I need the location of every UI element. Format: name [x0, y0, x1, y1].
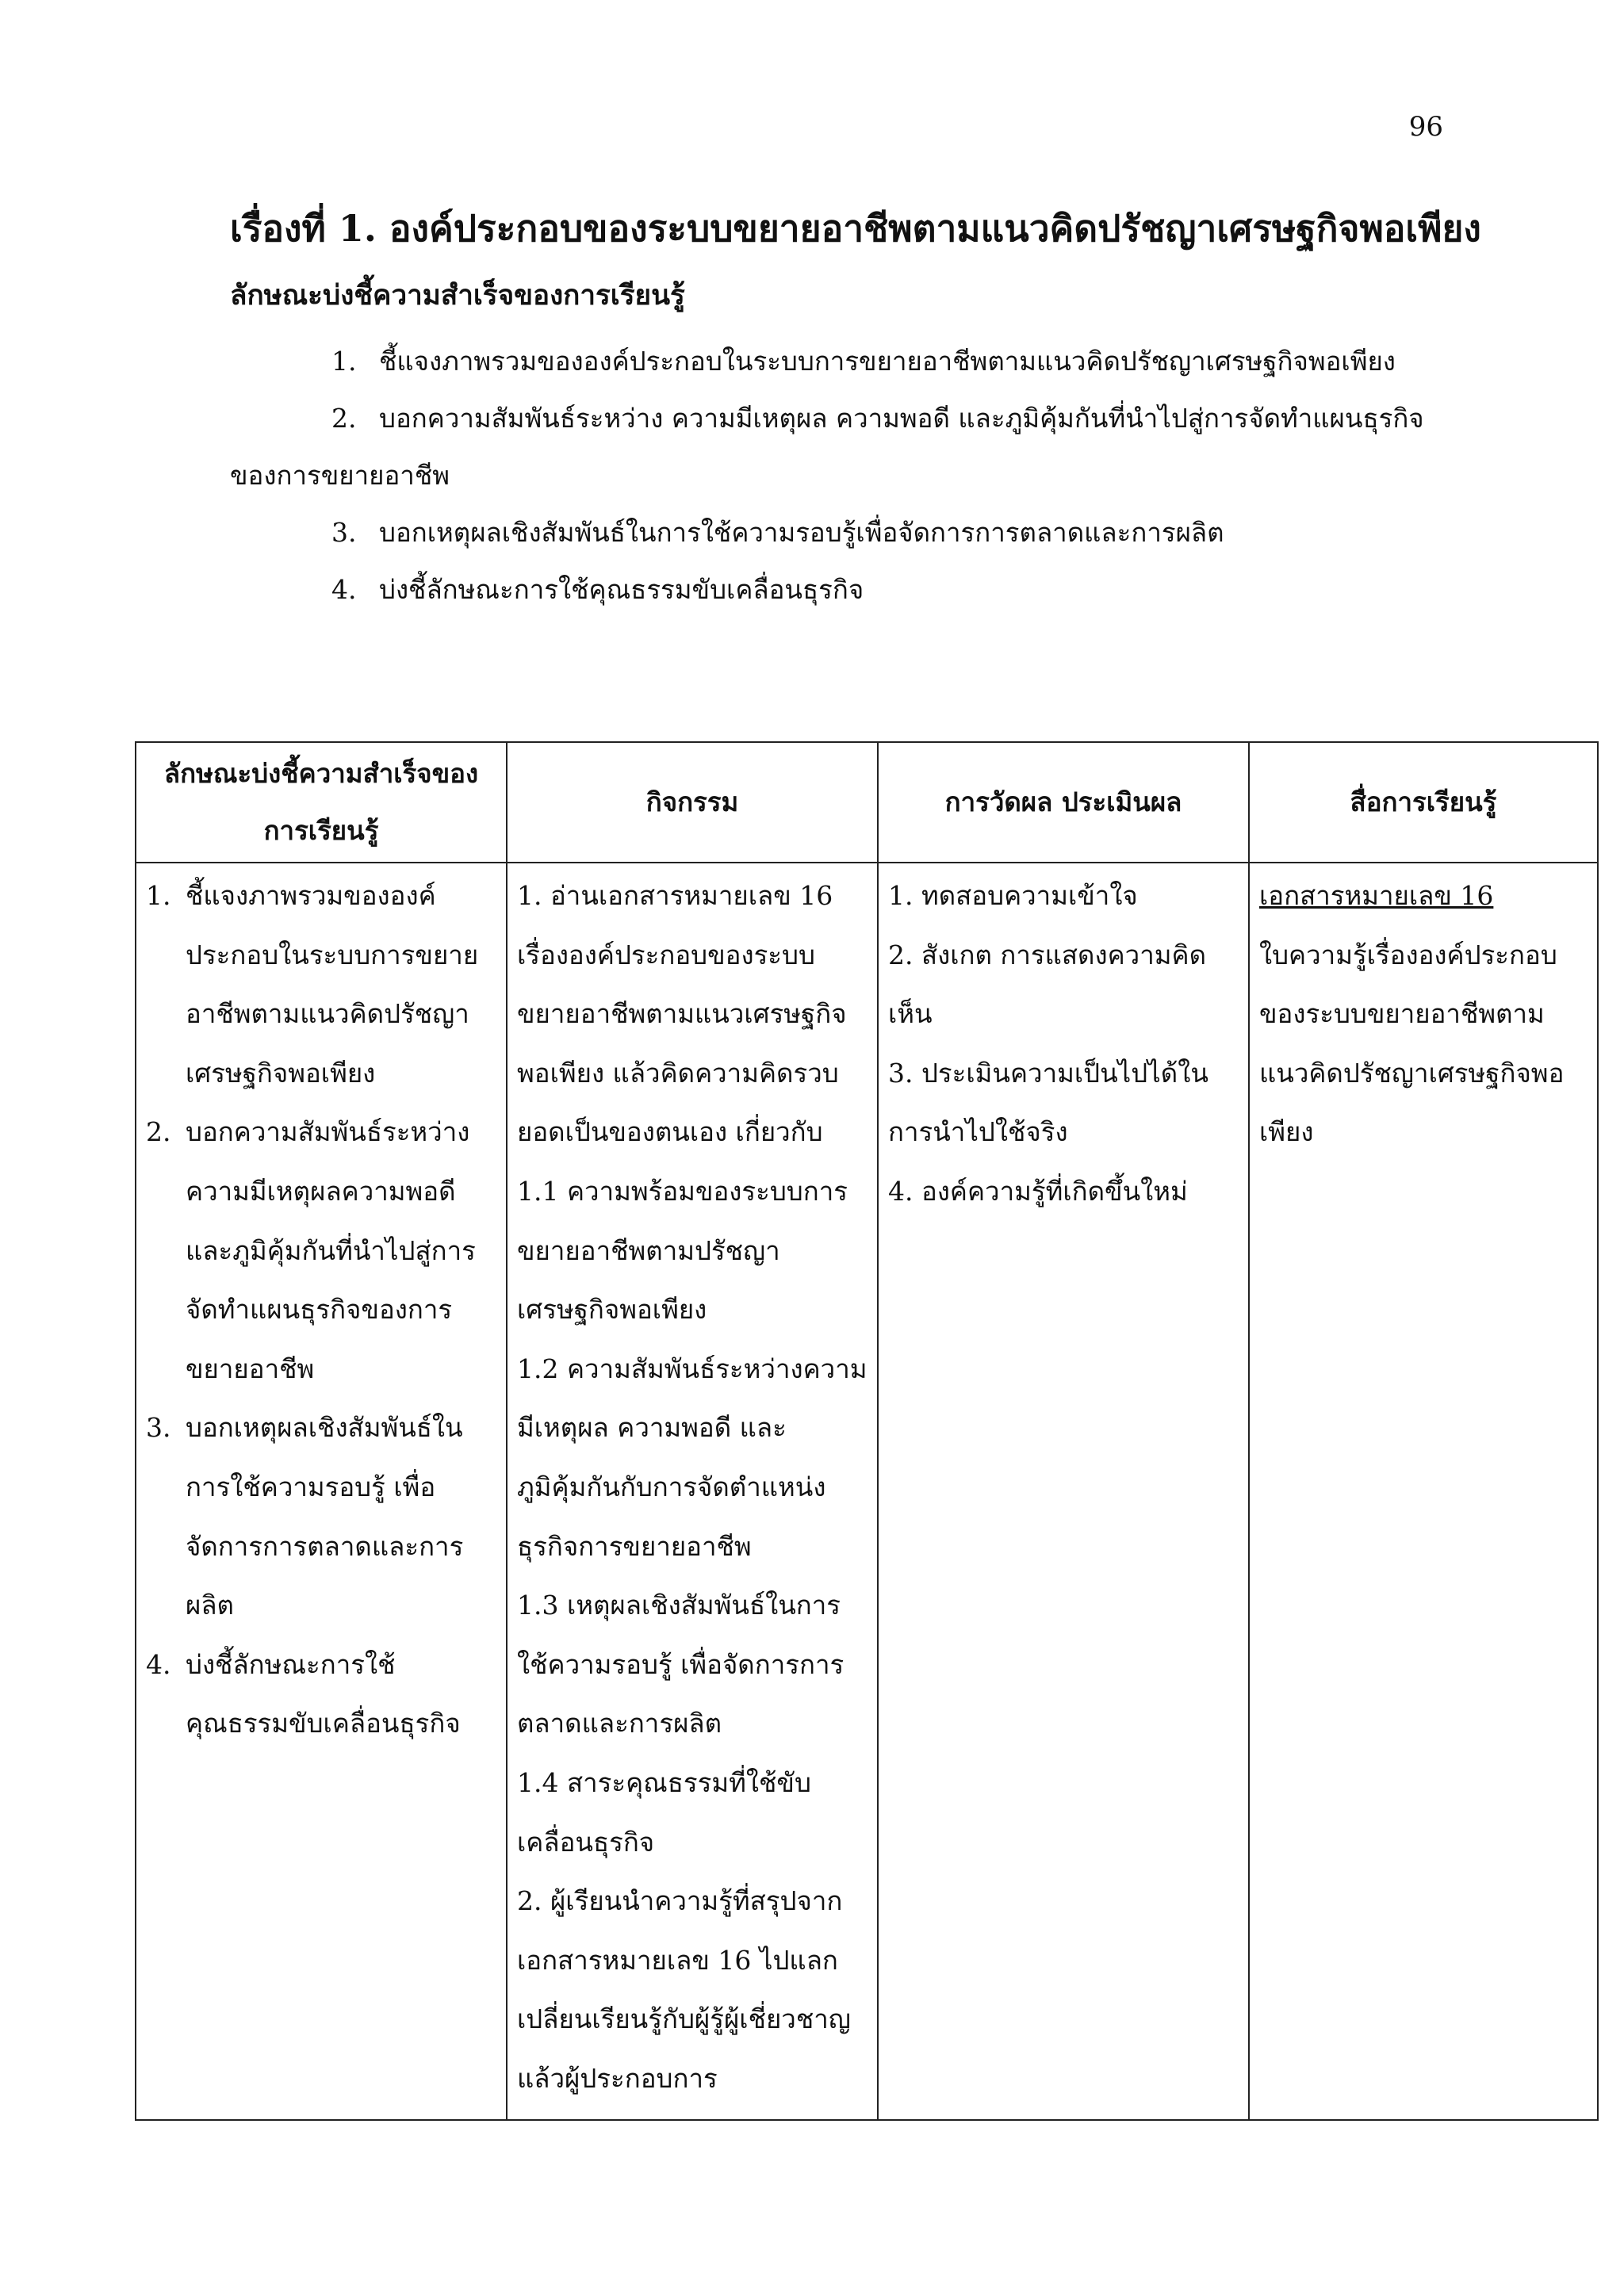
- assessment-item: 4. องค์ความรู้ที่เกิดขึ้นใหม่: [888, 1175, 1188, 1207]
- activity-item: 2. ผู้เรียนนำความรู้ที่สรุปจากเอกสารหมายเลข 16 ไปแลกเปลี่ยนเรียนรู้กับผู้รู้ผู้เชี่ยวชาญแล้วผู้ประกอบการ: [517, 1885, 851, 2094]
- objective-item: [230, 390, 1443, 504]
- objective-number: 1.: [331, 346, 357, 377]
- list-item: [146, 867, 496, 1103]
- cell-learning-media: [1249, 863, 1598, 2120]
- subheading: ลักษณะบ่งชี้ความสำเร็จของการเรียนรู้: [230, 279, 685, 312]
- objective-text: ชี้แจงภาพรวมขององค์ประกอบในระบบการขยายอาชีพตามแนวคิดปรัชญาเศรษฐกิจพอเพียง: [379, 346, 1396, 377]
- item-number: 4.: [146, 1648, 171, 1680]
- objective-text: บอกความสัมพันธ์ระหว่าง ความมีเหตุผล ความพอดี และภูมิคุ้มกันที่นำไปสู่การจัดทำแผนธุรกิจของการขยายอาชีพ: [230, 403, 1424, 491]
- cell-success-indicators: [136, 863, 507, 2120]
- activity-item: 1. อ่านเอกสารหมายเลข 16 เรื่ององค์ประกอบของระบบขยายอาชีพตามแนวเศรษฐกิจพอเพียง แล้วคิดความคิดรวบยอดเป็นของตนเอง เกี่ยวกับ: [517, 880, 847, 1148]
- objectives-list: [230, 333, 1443, 618]
- objective-text: บอกเหตุผลเชิงสัมพันธ์ในการใช้ความรอบรู้เพื่อจัดการการตลาดและการผลิต: [379, 517, 1224, 548]
- assessment-item: 3. ประเมินความเป็นไปได้ในการนำไปใช้จริง: [888, 1057, 1208, 1148]
- item-text: ชี้แจงภาพรวมขององค์ประกอบในระบบการขยายอาชีพตามแนวคิดปรัชญาเศรษฐกิจพอเพียง: [186, 880, 479, 1089]
- list-item: [146, 1399, 496, 1635]
- item-number: 3.: [146, 1412, 171, 1444]
- item-text: บอกเหตุผลเชิงสัมพันธ์ในการใช้ความรอบรู้ เพื่อจัดการการตลาดและการผลิต: [186, 1412, 464, 1621]
- list-item: [146, 1103, 496, 1399]
- header-success-indicators: ลักษณะบ่งชี้ความสำเร็จของการเรียนรู้: [136, 742, 507, 863]
- list-item: [146, 1636, 496, 1754]
- header-assessment: การวัดผล ประเมินผล: [878, 742, 1249, 863]
- header-activities: กิจกรรม: [507, 742, 878, 863]
- objective-item: [230, 561, 1443, 618]
- assessment-item: 2. สังเกต การแสดงความคิดเห็น: [888, 939, 1206, 1030]
- header-learning-media: สื่อการเรียนรู้: [1249, 742, 1598, 863]
- table-header-row: [136, 742, 1598, 863]
- learning-plan-table: [135, 741, 1599, 2121]
- activity-item: 1.4 สาระคุณธรรมที่ใช้ขับเคลื่อนธุรกิจ: [517, 1766, 811, 1858]
- item-text: บ่งชี้ลักษณะการใช้คุณธรรมขับเคลื่อนธุรกิจ: [186, 1648, 461, 1739]
- cell-assessment: [878, 863, 1249, 2120]
- objective-text: บ่งชี้ลักษณะการใช้คุณธรรมขับเคลื่อนธุรกิจ: [379, 574, 864, 605]
- activity-item: 1.2 ความสัมพันธ์ระหว่างความมีเหตุผล ความพอดี และภูมิคุ้มกันกับการจัดตำแหน่งธุรกิจการขยายอาชีพ: [517, 1353, 868, 1562]
- activity-item: 1.1 ความพร้อมของระบบการขยายอาชีพตามปรัชญาเศรษฐกิจพอเพียง: [517, 1175, 848, 1326]
- activity-item: 1.3 เหตุผลเชิงสัมพันธ์ในการใช้ความรอบรู้ เพื่อจัดการการตลาดและการผลิต: [517, 1590, 845, 1739]
- media-description: ใบความรู้เรื่ององค์ประกอบของระบบขยายอาชีพตามแนวคิดปรัชญาเศรษฐกิจพอเพียง: [1259, 939, 1565, 1148]
- assessment-item: 1. ทดสอบความเข้าใจ: [888, 880, 1138, 911]
- item-number: 1.: [146, 880, 171, 911]
- page-number: 96: [1408, 111, 1443, 143]
- table-row: [136, 863, 1598, 2120]
- objective-item: [230, 333, 1443, 390]
- objective-number: 2.: [331, 403, 357, 434]
- objective-number: 4.: [331, 574, 357, 605]
- objective-number: 3.: [331, 517, 357, 548]
- objective-item: [230, 504, 1443, 561]
- document-reference: เอกสารหมายเลข 16: [1259, 880, 1494, 911]
- section-heading: เรื่องที่ 1. องค์ประกอบของระบบขยายอาชีพตามแนวคิดปรัชญาเศรษฐกิจพอเพียง: [230, 207, 1481, 250]
- item-text: บอกความสัมพันธ์ระหว่างความมีเหตุผลความพอดีและภูมิคุ้มกันที่นำไปสู่การจัดทำแผนธุรกิจของการขยายอาชีพ: [186, 1116, 476, 1384]
- item-number: 2.: [146, 1116, 171, 1148]
- cell-activities: [507, 863, 878, 2120]
